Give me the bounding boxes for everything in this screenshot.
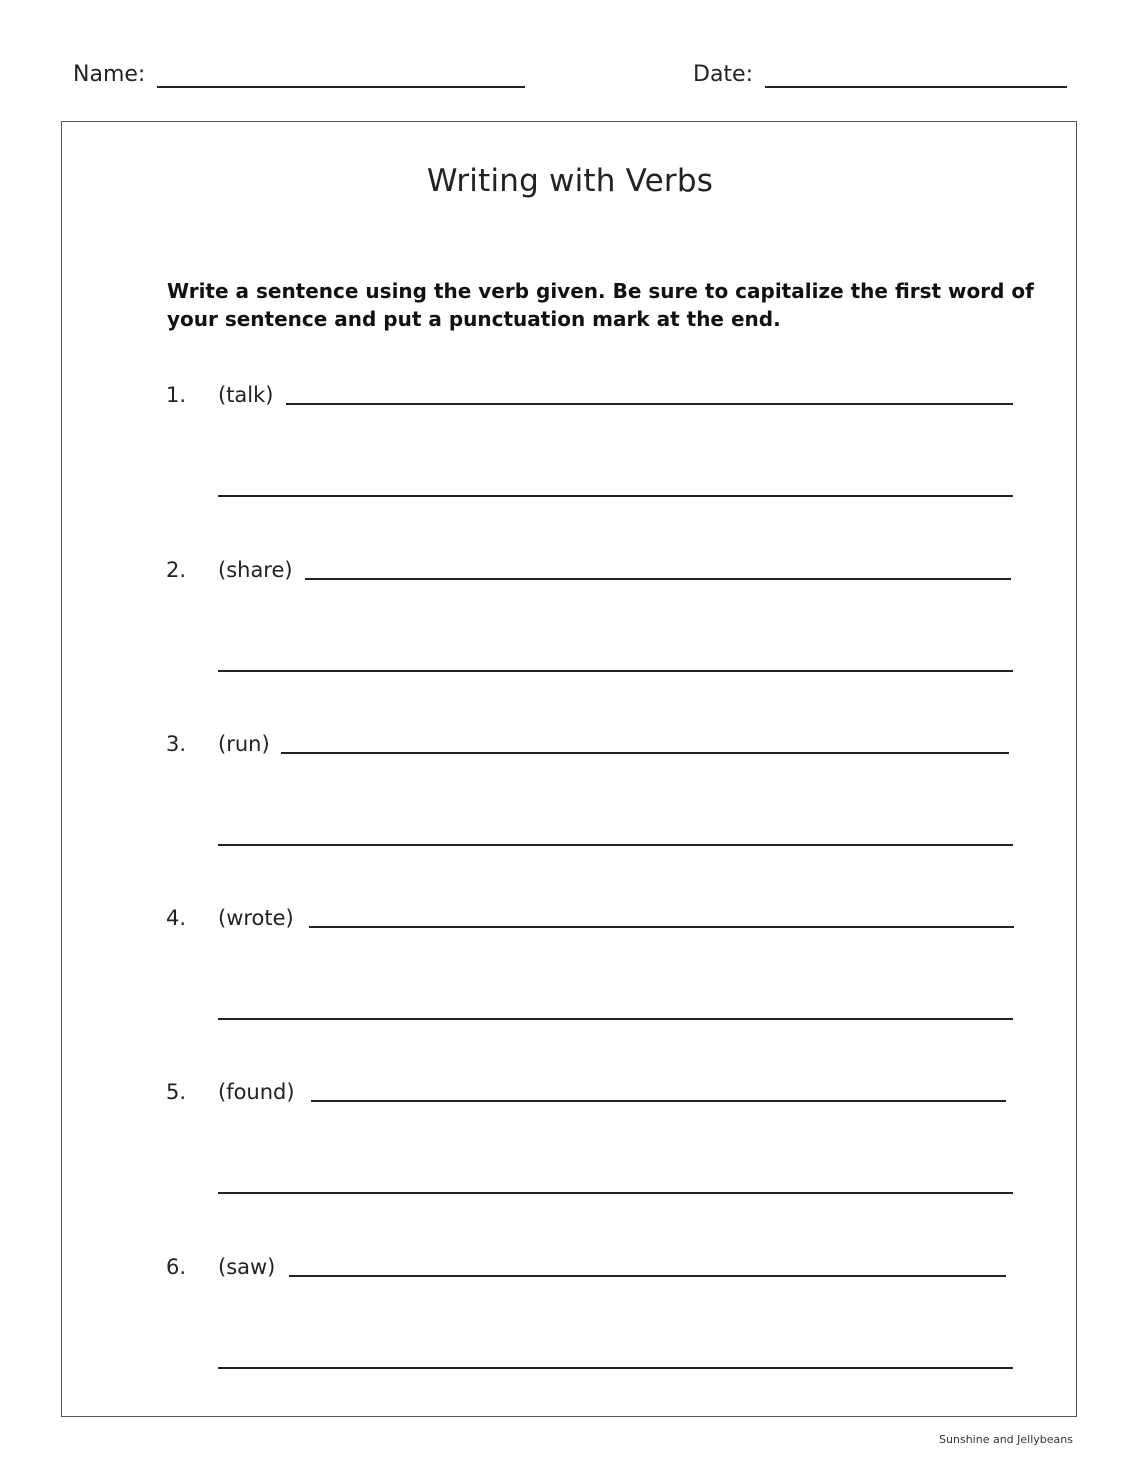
exercise-item-3 bbox=[0, 730, 1140, 850]
answer-line[interactable] bbox=[305, 578, 1011, 580]
exercise-item-1 bbox=[0, 381, 1140, 501]
date-label: Date: bbox=[693, 62, 753, 87]
answer-line[interactable] bbox=[218, 495, 1013, 497]
item-verb: (run) bbox=[218, 732, 270, 756]
answer-line[interactable] bbox=[218, 1192, 1013, 1194]
item-number: 3. bbox=[166, 732, 187, 756]
answer-line[interactable] bbox=[218, 1018, 1013, 1020]
item-number: 6. bbox=[166, 1255, 187, 1279]
item-number: 4. bbox=[166, 906, 187, 930]
name-label: Name: bbox=[73, 62, 146, 87]
instructions-line-1: Write a sentence using the verb given. Be sure to capitalize the first word of bbox=[167, 279, 1034, 303]
item-number: 1. bbox=[166, 383, 187, 407]
answer-line[interactable] bbox=[218, 844, 1013, 846]
exercise-item-2 bbox=[0, 556, 1140, 676]
item-number: 2. bbox=[166, 558, 187, 582]
date-write-line[interactable] bbox=[765, 62, 1067, 88]
answer-line[interactable] bbox=[286, 403, 1013, 405]
answer-line[interactable] bbox=[309, 926, 1014, 928]
item-verb: (wrote) bbox=[218, 906, 294, 930]
footer-credit: Sunshine and Jellybeans bbox=[939, 1433, 1073, 1446]
worksheet-title: Writing with Verbs bbox=[426, 163, 714, 199]
answer-line[interactable] bbox=[281, 752, 1009, 754]
answer-line[interactable] bbox=[289, 1275, 1006, 1277]
date-field bbox=[693, 60, 1067, 90]
item-verb: (saw) bbox=[218, 1255, 276, 1279]
instructions bbox=[167, 277, 1034, 333]
exercise-item-6 bbox=[0, 1253, 1140, 1373]
exercise-item-5 bbox=[0, 1078, 1140, 1198]
item-verb: (share) bbox=[218, 558, 293, 582]
item-verb: (talk) bbox=[218, 383, 274, 407]
answer-line[interactable] bbox=[311, 1100, 1006, 1102]
item-number: 5. bbox=[166, 1080, 187, 1104]
answer-line[interactable] bbox=[218, 670, 1013, 672]
item-verb: (found) bbox=[218, 1080, 295, 1104]
answer-line[interactable] bbox=[218, 1367, 1013, 1369]
instructions-line-2: your sentence and put a punctuation mark at the end. bbox=[167, 307, 781, 331]
name-write-line[interactable] bbox=[157, 62, 525, 88]
exercise-item-4 bbox=[0, 904, 1140, 1024]
name-field bbox=[73, 60, 525, 90]
